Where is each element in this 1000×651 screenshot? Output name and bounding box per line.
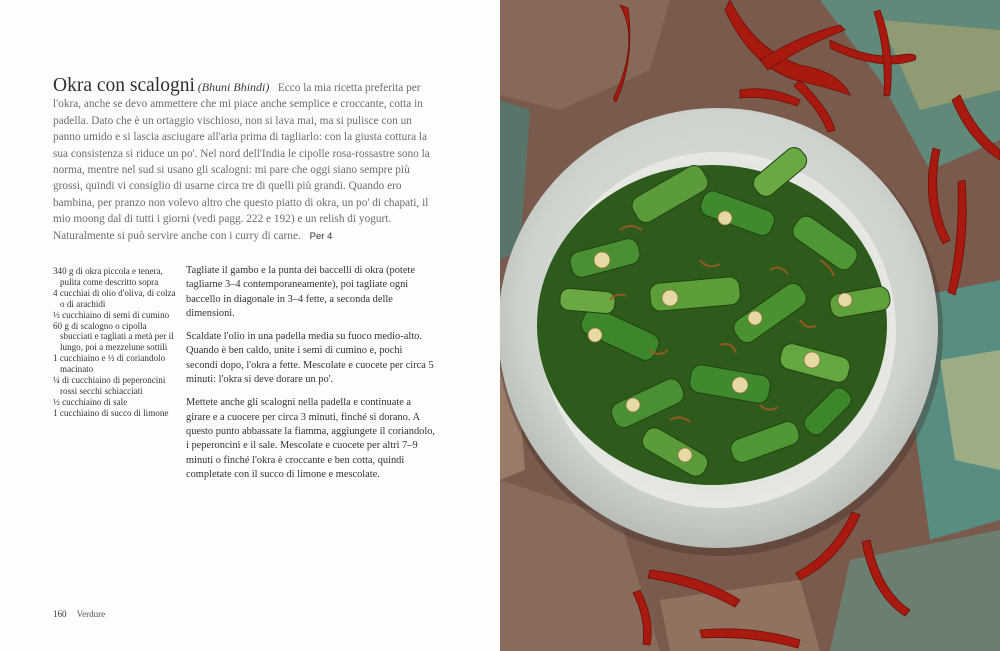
method-step: Mettete anche gli scalogni nella padella e continuate a girare e a cuocere per circa 3 minuti, finché si dorano. A questo punto abbassate la fiamma, aggiungete il coriandolo, i peperoncini e il sale. Mescolate e cuocete per altri 7–9 minuti o finché l'okra è croccante e ben cotta, quindi completate con il succo di limone e mescolate. (186, 397, 436, 480)
ingredient-item: 60 g di scalogno o cipolla sbucciati e tagliati a metà per il lungo, poi a mezzelune sottili (53, 320, 174, 353)
ingredient-item: 4 cucchiai di olio d'oliva, di colza o di arachidi (53, 287, 176, 309)
method-step: Tagliate il gambo e la punta dei baccelli di okra (potete tagliarne 3–4 contemporaneamente), poi tagliate ogni baccello in diagonale in 3–4 fette, a seconda delle dimensioni. (186, 265, 415, 319)
ingredient-item: ¼ di cucchiaino di peperoncini rossi secchi schiacciati (53, 375, 166, 396)
page-number: 160 (53, 609, 67, 619)
recipe-title-alt: (Bhuni Bhindi) (197, 80, 270, 94)
recipe-title: Okra con scalogni (53, 75, 195, 96)
recipe-intro-block (53, 75, 438, 245)
recipe-intro-text: Ecco la mia ricetta preferita per l'okra, anche se devo ammettere che mi piace anche semplice e croccante, cotta in padella. Dato che è un ortaggio vischioso, non si lava mai, ma si pulisce con un panno umido e si lascia asciugare all'aria prima di tagliarlo: con la giusta cottura la sua consistenza si riduce un po'. Nel nord dell'India le cipolle rosa-rossastre sono la norma, mentre nel sud si usano gli scalogni: mi pare che oggi siano sempre più grossi, quindi vi consiglio di usarne circa tre di quelli più grandi. Quando ero bambina, per pranzo non volevo altro che questo piatto di okra, un po' di chapati, il mio moong dal di tutti i giorni (vedi pagg. 222 e 192) e un relish di yogurt. Naturalmente si può servire anche con i curry di carne. (53, 82, 430, 242)
ingredient-item: ½ cucchiaino di sale (53, 396, 128, 407)
section-name: Verdure (76, 609, 106, 619)
ingredient-item: 1 cucchiaino di succo di limone (53, 407, 169, 418)
method-steps (186, 264, 436, 491)
ingredient-item: 1 cucchiaino e ½ di coriandolo macinato (53, 353, 166, 375)
page-footer (53, 609, 105, 619)
method-step: Scaldate l'olio in una padella media su fuoco medio-alto. Quando è ben caldo, unite i semi di cumino e, pochi secondi dopo, l'okra a fette. Mescolate e cuocete per circa 5 minuti: l'okra si deve dorare un po'. (186, 331, 434, 386)
ingredient-item: ½ cucchiaino di semi di cumino (53, 309, 170, 320)
ingredient-list (53, 266, 181, 419)
okra-bowl-photo (500, 0, 1000, 651)
ingredient-item: 340 g di okra piccola e tenera, pulita come descritto sopra (53, 266, 163, 287)
recipe-serves: Per 4 (309, 230, 333, 242)
